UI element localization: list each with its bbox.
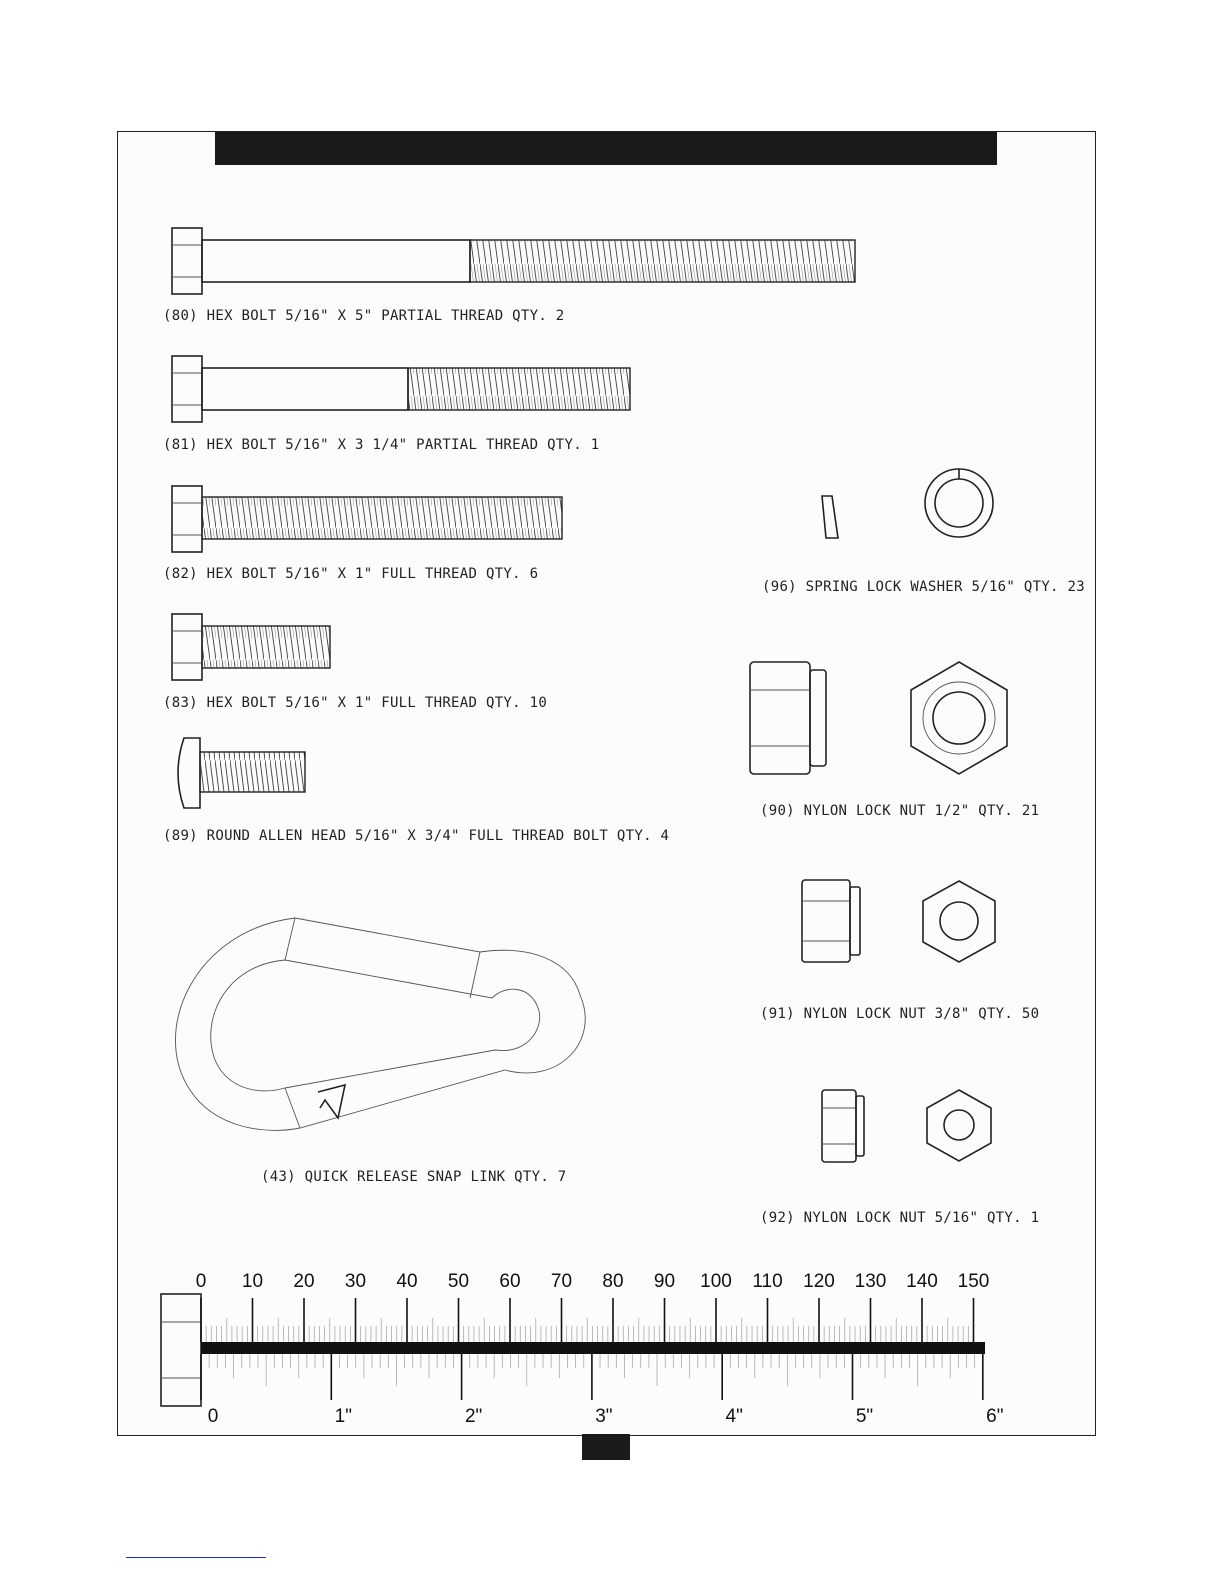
mm-label: 120 <box>803 1271 835 1292</box>
mm-label: 70 <box>550 1271 573 1292</box>
measuring-ruler <box>161 1271 1003 1427</box>
part-90-label: (90) NYLON LOCK NUT 1/2" QTY. 21 <box>760 803 1040 819</box>
part-91-label: (91) NYLON LOCK NUT 3/8" QTY. 50 <box>760 1006 1040 1022</box>
hex-bolt-80-drawing <box>172 228 855 294</box>
part-80-label: (80) HEX BOLT 5/16" X 5" PARTIAL THREAD QTY. 2 <box>163 308 565 324</box>
mm-label: 150 <box>957 1271 990 1292</box>
hex-bolt-81-drawing <box>172 356 630 422</box>
part-92-label: (92) NYLON LOCK NUT 5/16" QTY. 1 <box>760 1210 1040 1226</box>
mm-label: 30 <box>344 1271 367 1292</box>
mm-label: 10 <box>241 1271 264 1292</box>
page-number-tab <box>582 1434 630 1460</box>
mm-label: 130 <box>854 1271 887 1292</box>
part-89-label: (89) ROUND ALLEN HEAD 5/16" X 3/4" FULL THREAD BOLT QTY. 4 <box>163 828 670 844</box>
inch-label: 1" <box>334 1406 352 1427</box>
mm-label: 0 <box>195 1271 207 1292</box>
mm-label: 90 <box>653 1271 676 1292</box>
nylon-nut-91-drawing <box>802 880 995 962</box>
mm-label: 140 <box>906 1271 938 1292</box>
mm-label: 100 <box>700 1271 732 1292</box>
footer-link-underline <box>126 1557 266 1558</box>
inch-label: 5" <box>855 1406 874 1427</box>
mm-label: 80 <box>602 1271 624 1292</box>
snap-link-43-drawing <box>175 918 585 1130</box>
allen-bolt-89-drawing <box>178 738 305 808</box>
inch-label: 4" <box>725 1406 743 1427</box>
hex-bolt-83-drawing <box>172 614 330 680</box>
part-82-label: (82) HEX BOLT 5/16" X 1" FULL THREAD QTY. 6 <box>163 566 539 582</box>
part-96-label: (96) SPRING LOCK WASHER 5/16" QTY. 23 <box>762 579 1085 595</box>
part-43-label: (43) QUICK RELEASE SNAP LINK QTY. 7 <box>261 1169 567 1185</box>
nylon-nut-90-drawing <box>750 662 1007 774</box>
spring-washer-96-drawing <box>822 469 993 538</box>
mm-label: 20 <box>293 1271 315 1292</box>
nylon-nut-92-drawing <box>822 1090 991 1162</box>
mm-label: 110 <box>752 1271 783 1292</box>
inch-label: 3" <box>595 1406 613 1427</box>
mm-label: 60 <box>499 1271 521 1292</box>
inch-label: 2" <box>464 1406 483 1427</box>
inch-label: 0 <box>207 1406 219 1427</box>
part-83-label: (83) HEX BOLT 5/16" X 1" FULL THREAD QTY. 10 <box>163 695 548 711</box>
part-81-label: (81) HEX BOLT 5/16" X 3 1/4" PARTIAL THREAD QTY. 1 <box>163 437 600 453</box>
mm-label: 40 <box>396 1271 418 1292</box>
hex-bolt-82-drawing <box>172 486 562 552</box>
inch-label: 6" <box>986 1406 1004 1427</box>
mm-label: 50 <box>447 1271 470 1292</box>
